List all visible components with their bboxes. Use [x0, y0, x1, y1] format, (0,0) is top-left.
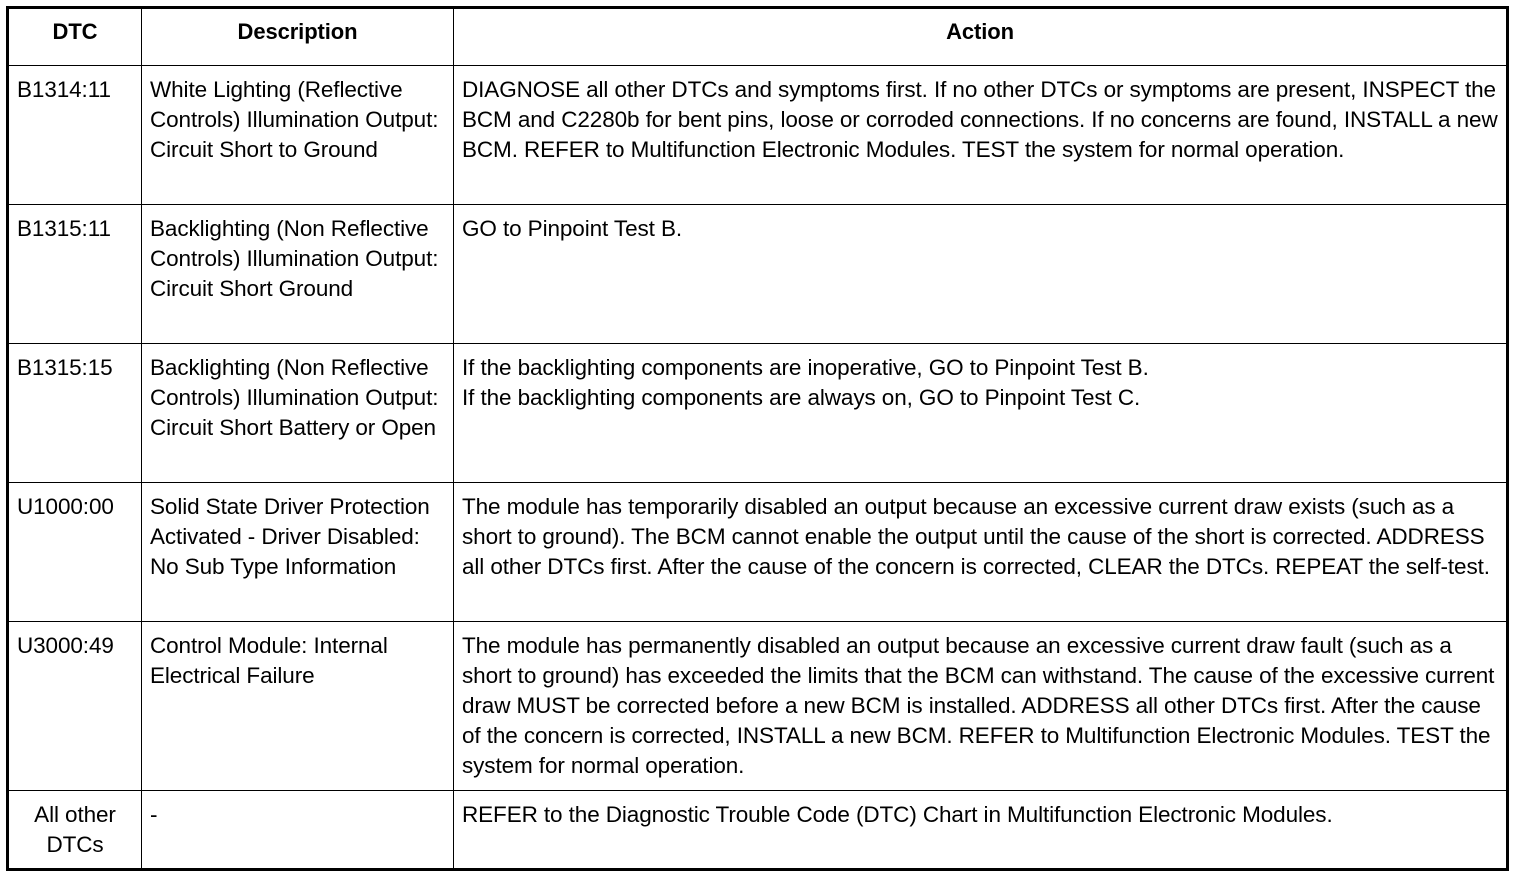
dtc-code-cell: B1315:11 [8, 205, 142, 344]
action-cell [454, 622, 1508, 791]
table-row [8, 483, 1508, 622]
table-row [8, 205, 1508, 344]
action-text: The module has temporarily disabled an output because an excessive current draw exists (such as a short to ground). The BCM cannot enable the output until the cause of the short is corrected. ADDRESS all other DTCs first. After the cause of the concern is corrected, CLEAR the DTCs. REPEAT the self-test. [462, 494, 1490, 579]
action-text: If the backlighting components are inoperative, GO to Pinpoint Test B. [462, 355, 1149, 380]
column-header-dtc: DTC [8, 8, 142, 66]
description-cell: Solid State Driver Protection Activated - Driver Disabled: No Sub Type Information [142, 483, 454, 622]
table-header-row [8, 8, 1508, 66]
table-row [8, 66, 1508, 205]
dtc-code-cell: All other DTCs [8, 791, 142, 870]
dtc-code-cell: U1000:00 [8, 483, 142, 622]
action-cell [454, 344, 1508, 483]
action-text: REFER to the Diagnostic Trouble Code (DTC) Chart in Multifunction Electronic Modules. [462, 802, 1333, 827]
description-cell: Backlighting (Non Reflective Controls) Illumination Output: Circuit Short Battery or Open [142, 344, 454, 483]
action-text: DIAGNOSE all other DTCs and symptoms first. If no other DTCs or symptoms are present, INSPECT the BCM and C2280b for bent pins, loose or corroded connections. If no concerns are found, INSTALL a new BCM. REFER to Multifunction Electronic Modules. TEST the system for normal operation. [462, 77, 1498, 162]
description-cell: Control Module: Internal Electrical Failure [142, 622, 454, 791]
dtc-chart-table [6, 6, 1509, 871]
action-cell [454, 483, 1508, 622]
dtc-chart-page [6, 6, 1506, 871]
dtc-code-cell: U3000:49 [8, 622, 142, 791]
table-row [8, 344, 1508, 483]
dtc-code-cell: B1314:11 [8, 66, 142, 205]
description-cell: Backlighting (Non Reflective Controls) Illumination Output: Circuit Short Ground [142, 205, 454, 344]
description-cell: White Lighting (Reflective Controls) Illumination Output: Circuit Short to Ground [142, 66, 454, 205]
table-row [8, 622, 1508, 791]
action-text: GO to Pinpoint Test B. [462, 216, 682, 241]
action-cell [454, 66, 1508, 205]
column-header-description: Description [142, 8, 454, 66]
action-cell [454, 205, 1508, 344]
action-text: The module has permanently disabled an output because an excessive current draw fault (such as a short to ground) has exceeded the limits that the BCM can withstand. The cause of the excessive current draw MUST be corrected before a new BCM is installed. ADDRESS all other DTCs first. After the cause of the concern is corrected, INSTALL a new BCM. REFER to Multifunction Electronic Modules. TEST the system for normal operation. [462, 633, 1495, 778]
action-text: If the backlighting components are always on, GO to Pinpoint Test C. [462, 385, 1141, 410]
description-cell: - [142, 791, 454, 870]
dtc-code-cell: B1315:15 [8, 344, 142, 483]
column-header-action: Action [454, 8, 1508, 66]
